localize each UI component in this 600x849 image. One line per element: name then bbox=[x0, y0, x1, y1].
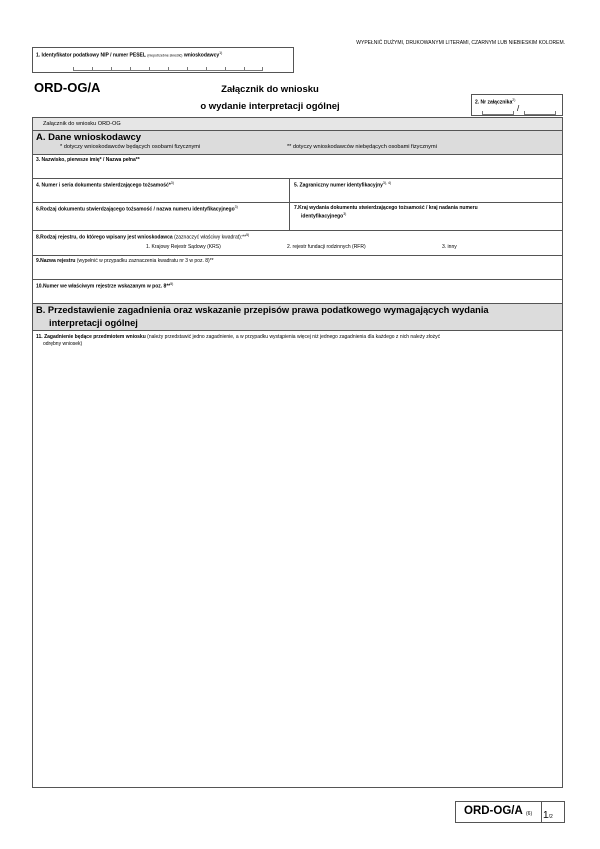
register-option-other[interactable]: 3. inny bbox=[442, 244, 457, 250]
field-issue-country-label: 7.Kraj wydania dokumentu stwierdzającego tożsamość / kraj nadania numeru bbox=[294, 205, 478, 211]
form-code: ORD-OG/A bbox=[34, 80, 101, 95]
field-id-doc-number-label: 4. Numer i seria dokumentu stwierdzającego tożsamość*$^{3)}$ bbox=[36, 181, 174, 189]
note-individuals: * dotyczy wnioskodawców będących osobami fizycznymi bbox=[60, 144, 201, 150]
section-a-title: A. Dane wnioskodawcy bbox=[36, 132, 142, 143]
row-4-5 bbox=[33, 179, 562, 203]
field-issue-description-note-2: odrębny wniosek) bbox=[43, 340, 83, 347]
attachment-ticks-left bbox=[482, 110, 514, 115]
note-entities: ** dotyczy wnioskodawców niebędących osobami fizycznymi bbox=[287, 144, 437, 150]
form-title-line1: Załącznik do wniosku bbox=[221, 84, 319, 95]
field-foreign-id[interactable] bbox=[291, 179, 562, 203]
row-6-7 bbox=[33, 203, 562, 231]
nip-digit-ticks bbox=[73, 66, 263, 71]
field-nip-pesel-label: 1. Identyfikator podatkowy NIP / numer PESEL (niepotrzebne skreślić) wnioskodawcy$^{1)}$ bbox=[36, 51, 223, 59]
subtitle-text: Załącznik do wniosku ORD-OG bbox=[43, 121, 121, 127]
field-name[interactable] bbox=[33, 155, 562, 179]
footer-page-number: 1/2 bbox=[543, 810, 553, 821]
field-attachment-number[interactable] bbox=[471, 94, 563, 116]
field-nip-pesel[interactable] bbox=[32, 47, 294, 73]
form-title-line2: o wydanie interpretacji ogólnej bbox=[200, 101, 340, 112]
field-issue-country[interactable] bbox=[291, 203, 562, 231]
footer-box bbox=[455, 801, 565, 823]
attachment-ticks-right bbox=[524, 110, 556, 115]
field-foreign-id-label: 5. Zagraniczny numer identyfikacyjny$^{3), 4)}$ bbox=[294, 181, 392, 189]
subtitle-row bbox=[33, 118, 562, 131]
section-a-header bbox=[33, 131, 562, 155]
attachment-slash: / bbox=[517, 104, 520, 113]
field-register-type bbox=[33, 231, 562, 256]
field-issue-description[interactable] bbox=[33, 331, 562, 787]
field-register-name[interactable] bbox=[33, 256, 562, 280]
field-id-doc-type-label: 6.Rodzaj dokumentu stwierdzającego tożsamość / nazwa numeru identyfikacyjnego$^{3)}$ bbox=[36, 205, 238, 213]
footer-code: ORD-OG/A bbox=[464, 805, 523, 817]
field-register-name-label: 9.Nazwa rejestru (wypełnić w przypadku zaznaczenia kwadratu nr 3 w poz. 8)** bbox=[36, 258, 214, 264]
field-register-type-label: 8.Rodzaj rejestru, do którego wpisany jest wnioskodawca (zaznaczyć właściwy kwadrat):**$^{5)}$ bbox=[36, 233, 250, 241]
section-b-header bbox=[33, 304, 562, 331]
register-option-rfr[interactable]: 2. rejestr fundacji rodzinnych (RFR) bbox=[287, 244, 366, 250]
field-name-label: 3. Nazwisko, pierwsze imię* / Nazwa pełna** bbox=[36, 157, 140, 163]
fill-instruction: WYPEŁNIĆ DUŻYMI, DRUKOWANYMI LITERAMI, CZARNYM LUB NIEBIESKIM KOLOREM. bbox=[356, 40, 565, 46]
footer-code-cell bbox=[456, 802, 542, 822]
field-issue-description-label: 11. Zagadnienie będące przedmiotem wniosku (należy przedstawić jedno zagadnienie, a w przypadku wystąpienia więcej niż jednego zagadnienia dla każdego z nich należy złożyć bbox=[36, 334, 441, 340]
attachment-number-label: 2. Nr załącznika$^{2)}$ bbox=[475, 98, 516, 106]
field-issue-country-label-2: identyfikacyjnego$^{3)}$ bbox=[301, 211, 347, 220]
register-option-krs[interactable]: 1. Krajowy Rejestr Sądowy (KRS) bbox=[146, 244, 221, 250]
field-register-number[interactable] bbox=[33, 280, 562, 304]
field-register-number-label: 10.Numer we właściwym rejestrze wskazanym w poz. 8**$^{5)}$ bbox=[36, 282, 174, 290]
field-id-doc-number[interactable] bbox=[33, 179, 290, 203]
section-b-title-line1: B. Przedstawienie zagadnienia oraz wskazanie przepisów prawa podatkowego wymagających wydania bbox=[36, 305, 489, 315]
section-b-title-line2: interpretacji ogólnej bbox=[49, 318, 138, 328]
field-id-doc-type[interactable] bbox=[33, 203, 290, 231]
footer-version: (6) bbox=[526, 811, 533, 817]
